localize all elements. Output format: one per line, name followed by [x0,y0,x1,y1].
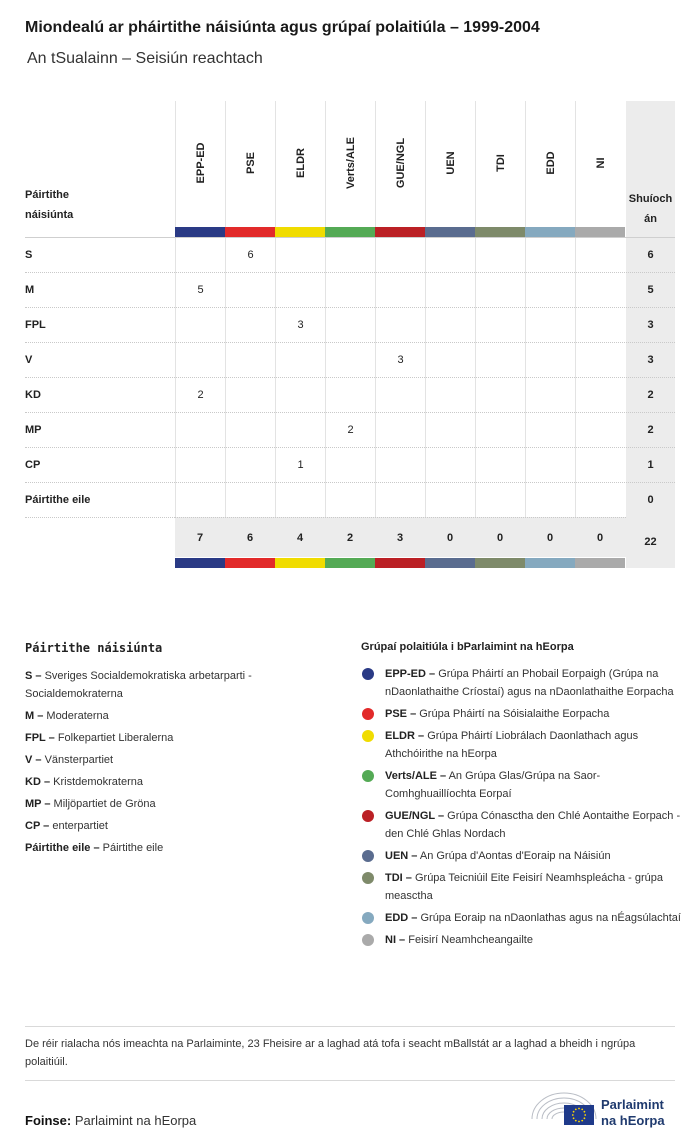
row-total: 5 [647,284,654,296]
group-column-header [425,101,475,227]
seat-cell [575,273,625,308]
seat-cell [275,273,325,308]
group-total-cell: 2 [346,532,354,544]
group-color-bar [325,227,375,237]
seat-cell [225,448,275,483]
group-color-dot-icon [362,810,374,822]
party-legend-item [25,795,325,813]
seat-cell [525,413,575,448]
group-column-header [375,101,425,227]
seat-cell [575,343,625,378]
group-total-cell: 6 [246,532,254,544]
party-name: CP [25,459,41,471]
seat-cell [475,238,525,273]
seat-cell [175,238,225,273]
table-row [25,237,675,272]
logo-text: Parlaimint na hEorpa [601,1097,665,1128]
group-color-bar [275,558,325,568]
party-legend-item [25,839,325,857]
group-color-dot-icon [362,912,374,924]
group-column-header [575,101,625,227]
group-total-cell: 0 [446,532,454,544]
seat-cell [475,448,525,483]
party-full-name: Folkepartiet Liberalerna [57,732,174,744]
group-full-name: An Grúpa Glas/Grúpa na Saor-Comhghuaillíochta Eorpaí [385,770,601,800]
group-legend-item [361,909,681,927]
table-row [25,377,675,412]
source-label: Foinse: [25,1113,72,1128]
group-color-bar [425,558,475,568]
european-parliament-logo [530,1089,680,1139]
group-full-name: Grúpa Pháirtí an Phobail Eorpaigh (Grúpa na nDaonlathaithe Críostaí) agus na nDaonlathaithe Eorpacha [385,668,674,698]
group-column-header [475,101,525,227]
group-color-bar [375,227,425,237]
divider [25,1026,675,1027]
seat-cell [375,483,425,518]
seat-cell [425,413,475,448]
group-legend-item [361,847,681,865]
seat-cell [475,378,525,413]
seat-cell [375,448,425,483]
seat-cell [325,483,375,518]
party-name: Páirtithe eile [25,494,91,506]
seat-cell [475,308,525,343]
source-line [25,1113,196,1128]
party-abbr: Páirtithe eile – [25,842,100,854]
party-full-name: Páirtithe eile [102,842,164,854]
row-total: 2 [647,424,654,436]
seat-cell [425,308,475,343]
group-color-dot-icon [362,770,374,782]
seat-cell [325,448,375,483]
group-legend-item [361,727,681,763]
group-code-label: PSE [244,151,257,175]
party-name: V [25,354,33,366]
group-full-name: Grúpa Cónasctha den Chlé Aontaithe Eorpach - den Chlé Ghlas Nordach [385,810,681,840]
seat-cell [275,238,325,273]
party-legend-item [25,667,325,703]
group-color-dot-icon [362,872,374,884]
seat-cell [375,238,425,273]
party-full-name: Moderaterna [46,710,109,722]
group-abbr: EDD – [385,912,418,924]
seat-cell [425,238,475,273]
seat-cell [525,273,575,308]
group-code-label: Verts/ALE [344,137,357,189]
seats-column-header: Shuíoch án [628,193,673,225]
party-legend-title: Páirtithe náisiúnta [25,641,163,655]
footnote: De réir rialacha nós imeachta na Parlaiminte, 23 Fheisire ar a laghad atá tofa i seacht mBallstát ar a laghad a bheidh i ngrúpa polaitiúil. [25,1038,636,1068]
group-abbr: PSE – [385,708,417,720]
table-row [25,342,675,377]
seat-cell [175,448,225,483]
seat-cell [425,483,475,518]
party-full-name: Miljöpartiet de Gröna [53,798,156,810]
table-row [25,272,675,307]
group-abbr: GUE/NGL – [385,810,445,822]
group-color-dot-icon [362,708,374,720]
seat-cell [575,378,625,413]
group-full-name: Feisirí Neamhcheangailte [408,934,533,946]
party-legend-item [25,817,325,835]
group-total-cell: 7 [196,532,204,544]
grand-total: 22 [644,536,657,548]
seat-cell: 6 [225,238,275,273]
group-color-bar [425,227,475,237]
group-column-header [225,101,275,227]
group-full-name: An Grúpa d'Aontas d'Eoraip na Náisiún [419,850,611,862]
group-code-label: TDI [494,154,507,172]
party-abbr: V – [25,754,42,766]
source-value: Parlaimint na hEorpa [74,1113,197,1128]
row-total: 6 [647,249,654,261]
group-color-bar [275,227,325,237]
group-total-cell: 3 [396,532,404,544]
group-legend-item [361,767,681,803]
group-code-label: EDD [544,151,557,175]
group-code-label: EPP-ED [194,142,207,184]
seat-cell [225,343,275,378]
group-total-cell: 4 [296,532,304,544]
seat-cell [575,483,625,518]
seat-cell [375,413,425,448]
group-abbr: UEN – [385,850,418,862]
seat-cell [575,448,625,483]
seat-cell [175,308,225,343]
group-column-header [175,101,225,227]
group-legend-title: Grúpaí polaitiúla i bParlaimint na hEorpa [361,641,574,653]
divider [25,1080,675,1081]
row-total: 2 [647,389,654,401]
party-column-header: Páirtithe náisiúnta [25,189,74,221]
group-column-header [275,101,325,227]
group-color-bar [175,558,225,568]
party-full-name: Sveriges Socialdemokratiska arbetarparti - Socialdemokraterna [25,670,252,700]
group-color-dot-icon [362,730,374,742]
seat-cell [175,483,225,518]
party-abbr: S – [25,670,42,682]
group-total-cell: 0 [546,532,554,544]
seat-cell [325,378,375,413]
row-total: 3 [647,354,654,366]
seat-cell [225,308,275,343]
group-code-label: GUE/NGL [394,137,407,189]
seat-cell [575,238,625,273]
group-abbr: TDI – [385,872,412,884]
seat-cell [425,448,475,483]
group-full-name: Grúpa Pháirtí na Sóisialaithe Eorpacha [419,708,610,720]
seat-cell: 3 [375,343,425,378]
group-legend-item [361,931,681,949]
group-full-name: Grúpa Pháirtí Liobrálach Daonlathach agus Athchóirithe na hEorpa [385,730,639,760]
seat-cell [225,378,275,413]
seat-cell [475,273,525,308]
group-abbr: Verts/ALE – [385,770,447,782]
group-legend-item [361,807,681,843]
seat-cell [525,238,575,273]
group-abbr: EPP-ED – [385,668,436,680]
party-legend [25,641,325,861]
group-color-bar [325,558,375,568]
seat-cell [525,308,575,343]
seat-cell [525,448,575,483]
group-color-bar [525,558,575,568]
group-color-bar [225,558,275,568]
party-full-name: enterpartiet [52,820,108,832]
party-name: KD [25,389,41,401]
group-abbr: NI – [385,934,406,946]
seat-cell [275,413,325,448]
group-color-bar [575,227,625,237]
group-column-header [525,101,575,227]
party-legend-item [25,773,325,791]
seat-cell [325,238,375,273]
group-color-bar [475,227,525,237]
party-abbr: MP – [25,798,51,810]
group-color-bar [475,558,525,568]
group-legend-item [361,869,681,905]
total-row-separator [25,517,175,518]
seat-cell [575,413,625,448]
seat-cell [375,273,425,308]
group-color-bar [225,227,275,237]
party-legend-item [25,729,325,747]
group-color-bar [575,558,625,568]
group-color-bar [525,227,575,237]
seat-cell [575,308,625,343]
seat-cell [375,378,425,413]
seat-cell: 1 [275,448,325,483]
seat-cell [275,483,325,518]
seat-cell [225,273,275,308]
party-legend-item [25,707,325,725]
page-title: Miondealú ar pháirtithe náisiúnta agus grúpaí polaitiúla – 1999-2004 [25,19,540,36]
parliament-hemicycle-icon [530,1089,598,1131]
group-color-bar [375,558,425,568]
seat-cell [325,343,375,378]
group-color-dot-icon [362,850,374,862]
group-legend [361,641,681,953]
seat-cell [525,483,575,518]
party-name: MP [25,424,42,436]
party-full-name: Vänsterpartiet [44,754,114,766]
table-row [25,412,675,447]
seat-cell [175,413,225,448]
table-row [25,482,675,517]
party-abbr: M – [25,710,44,722]
row-total: 0 [647,494,654,506]
seat-cell [175,343,225,378]
seat-cell [475,343,525,378]
party-name: FPL [25,319,46,331]
group-code-label: ELDR [294,148,307,178]
group-color-dot-icon [362,934,374,946]
seat-cell [475,413,525,448]
party-abbr: CP – [25,820,50,832]
seat-cell [375,308,425,343]
seat-cell: 3 [275,308,325,343]
party-abbr: FPL – [25,732,55,744]
group-column-header [325,101,375,227]
group-code-label: NI [594,157,607,169]
row-total: 3 [647,319,654,331]
seat-cell: 2 [325,413,375,448]
group-legend-item [361,665,681,701]
seat-cell: 2 [175,378,225,413]
group-code-label: UEN [444,151,457,175]
group-total-cell: 0 [496,532,504,544]
seat-cell [225,483,275,518]
row-total: 1 [647,459,654,471]
seat-cell [525,343,575,378]
group-color-dot-icon [362,668,374,680]
group-color-bar [175,227,225,237]
breakdown-table [25,101,675,568]
group-totals-row [175,517,626,557]
party-name: S [25,249,33,261]
seat-cell [475,483,525,518]
seat-cell [425,378,475,413]
party-name: M [25,284,35,296]
group-full-name: Grúpa Eoraip na nDaonlathas agus na nÉagsúlachtaí [420,912,681,924]
seat-cell: 5 [175,273,225,308]
table-row [25,447,675,482]
group-abbr: ELDR – [385,730,425,742]
seat-cell [325,273,375,308]
party-abbr: KD – [25,776,51,788]
seat-cell [425,343,475,378]
party-legend-item [25,751,325,769]
seat-cell [525,378,575,413]
seat-cell [275,378,325,413]
group-total-cell: 0 [596,532,604,544]
table-row [25,307,675,342]
group-full-name: Grúpa Teicniúil Eite Feisirí Neamhspleácha - grúpa measctha [385,872,663,902]
page-subtitle: An tSualainn – Seisiún reachtach [27,50,263,67]
seat-cell [225,413,275,448]
seat-cell [275,343,325,378]
party-full-name: Kristdemokraterna [53,776,143,788]
group-legend-item [361,705,681,723]
seat-cell [325,308,375,343]
seat-cell [425,273,475,308]
